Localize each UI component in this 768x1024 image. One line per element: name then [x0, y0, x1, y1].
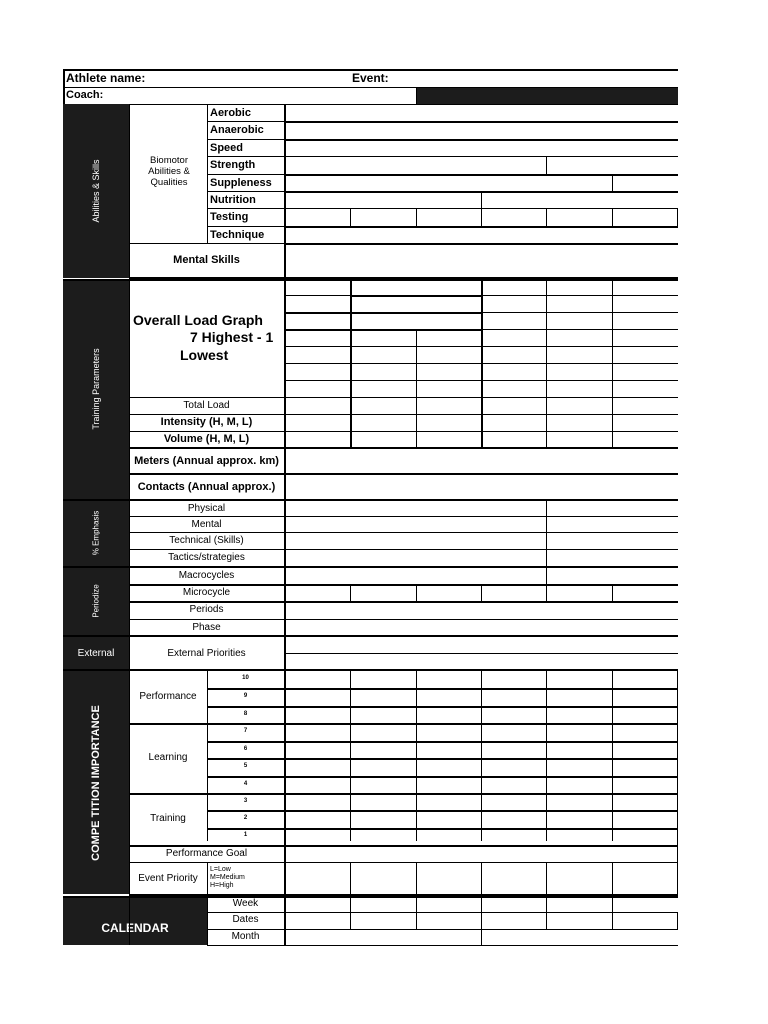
biomotor-aerobic: Aerobic [210, 107, 251, 119]
level-10: 10 [242, 675, 249, 681]
load-graph-title: Overall Load Graph [133, 312, 263, 328]
competition-learning: Learning [148, 752, 188, 763]
intensity-label: Intensity (H, M, L) [160, 416, 253, 428]
emphasis-tactics: Tactics/strategies [168, 552, 245, 563]
competition-performance: Performance [139, 691, 197, 702]
calendar-week: Week [232, 898, 259, 909]
section-training-label: Training Parameters [91, 348, 101, 430]
level-1: 1 [243, 832, 248, 838]
section-periodize-label: Periodize [91, 584, 101, 618]
biomotor-technique: Technique [210, 229, 265, 241]
level-7: 7 [243, 728, 248, 734]
periodize-macrocycles: Macrocycles [178, 570, 235, 581]
biomotor-title: Biomotor Abilities & Qualities [148, 155, 190, 188]
biomotor-anaerobic: Anaerobic [210, 124, 264, 136]
biomotor-nutrition: Nutrition [210, 194, 256, 206]
priority-key-high: H=High [210, 882, 234, 889]
level-4: 4 [243, 781, 248, 787]
section-calendar-label: CALENDAR [101, 921, 169, 935]
emphasis-technical: Technical (Skills) [169, 535, 244, 546]
performance-goal-label: Performance Goal [165, 848, 248, 859]
periodize-periods: Periods [189, 604, 224, 615]
athlete-name-label: Athlete name: [66, 71, 146, 85]
contacts-label: Contacts (Annual approx.) [137, 481, 276, 493]
meters-label: Meters (Annual approx. km) [134, 455, 279, 467]
periodize-phase: Phase [192, 622, 221, 633]
volume-label: Volume (H, M, L) [163, 433, 250, 445]
event-label: Event: [352, 71, 389, 85]
biomotor-suppleness: Suppleness [210, 177, 272, 189]
periodize-microcycle: Microcycle [182, 587, 231, 598]
load-graph-highest: 7 Highest - 1 [190, 329, 274, 345]
level-2: 2 [243, 815, 248, 821]
event-priority-label: Event Priority [138, 873, 198, 884]
emphasis-physical: Physical [187, 503, 226, 514]
mental-skills-label: Mental Skills [173, 254, 240, 266]
section-abilities-label: Abilities & Skills [91, 159, 101, 223]
section-emphasis-label: % Emphasis [91, 510, 101, 556]
header-shaded-cell [416, 88, 678, 104]
coach-label: Coach: [66, 89, 104, 101]
level-8: 8 [243, 711, 248, 717]
calendar-month: Month [231, 931, 260, 942]
level-3: 3 [243, 798, 248, 804]
competition-training: Training [150, 813, 186, 824]
section-competition-label: COMPE TITION IMPORTANCE [90, 705, 102, 861]
biomotor-speed: Speed [210, 142, 244, 154]
section-external-label: External [77, 648, 115, 659]
level-9: 9 [243, 693, 248, 699]
external-priorities-label: External Priorities [167, 648, 246, 659]
priority-key-low: L=Low [210, 866, 231, 873]
calendar-dates: Dates [232, 914, 259, 925]
level-5: 5 [243, 763, 248, 769]
level-6: 6 [243, 746, 248, 752]
priority-key-medium: M=Medium [210, 874, 245, 881]
biomotor-strength: Strength [210, 159, 256, 171]
emphasis-mental: Mental [191, 519, 222, 530]
total-load-label: Total Load [183, 400, 230, 411]
biomotor-testing: Testing [210, 211, 249, 223]
load-graph-lowest: Lowest [180, 347, 229, 363]
